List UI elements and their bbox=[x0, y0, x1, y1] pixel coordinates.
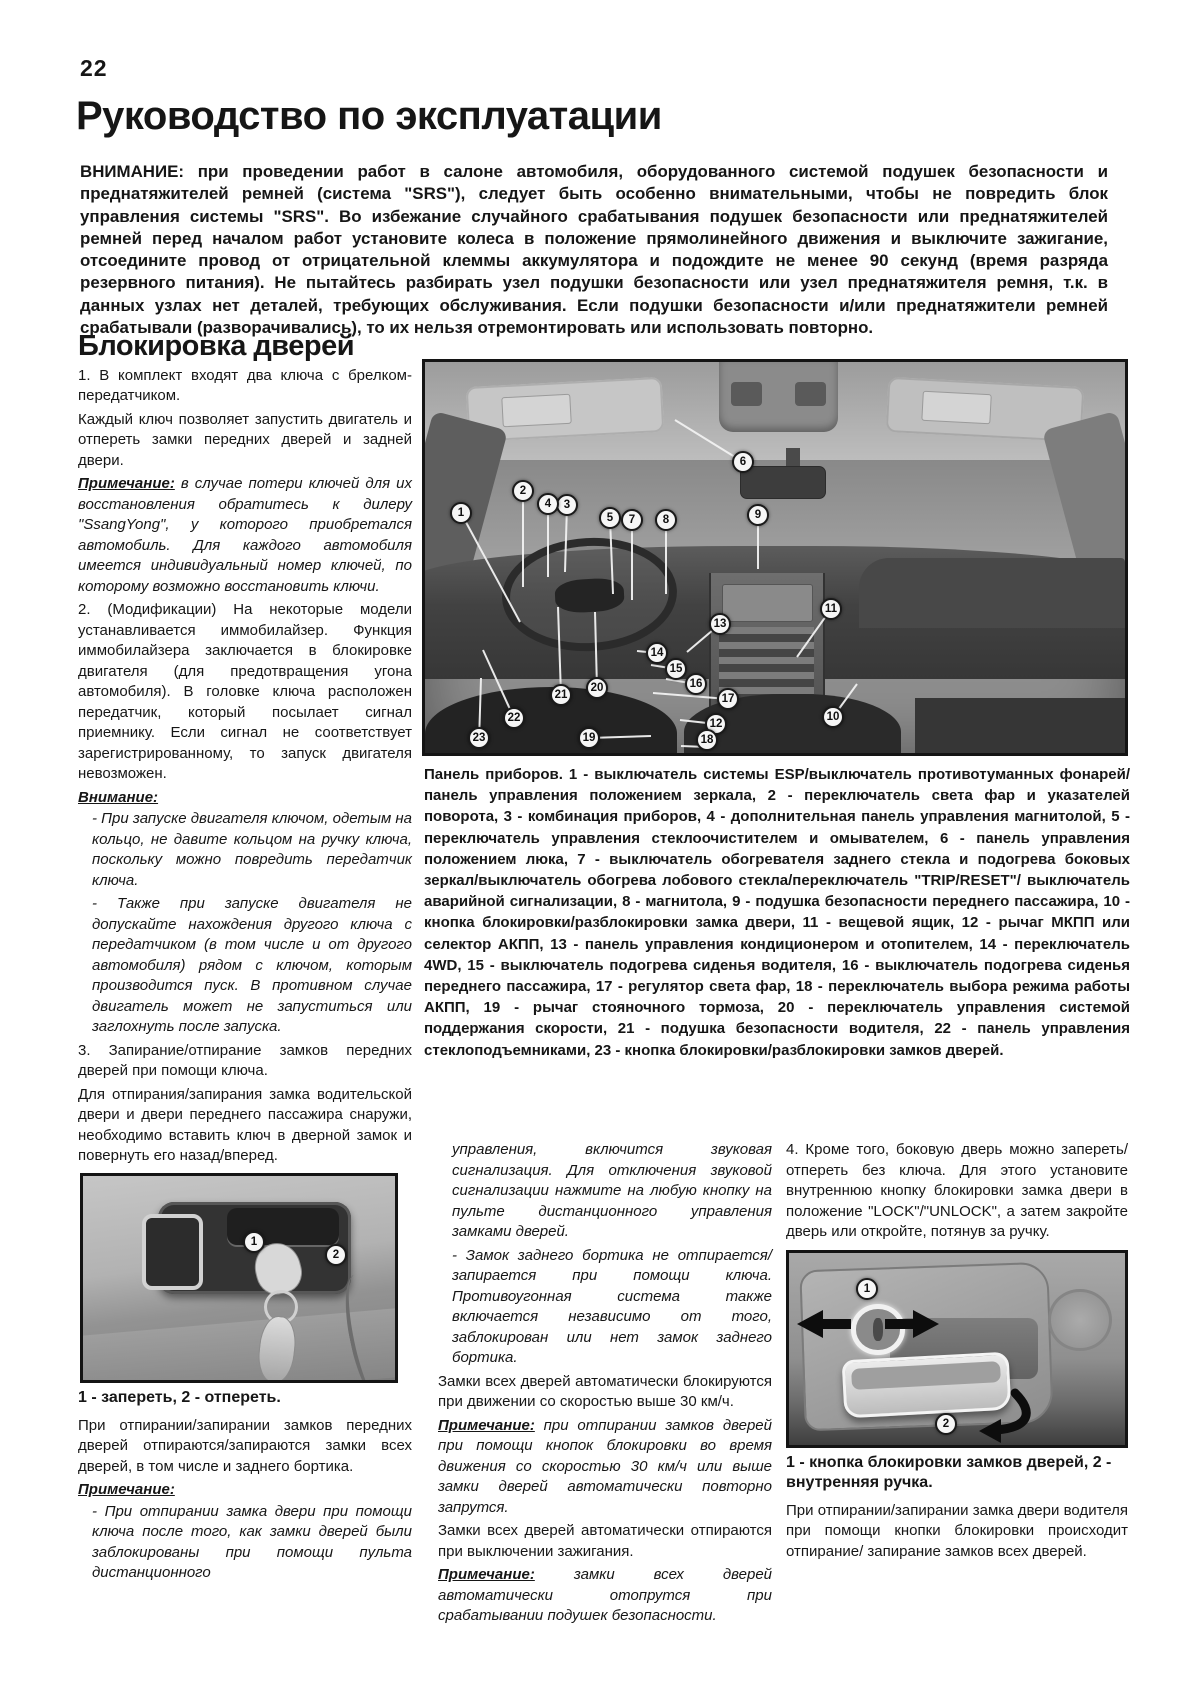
dashboard-callout: 19 bbox=[578, 727, 600, 749]
dashboard-callout: 22 bbox=[503, 707, 525, 729]
page-title: Руководство по эксплуатации bbox=[76, 94, 662, 138]
dashboard-callout: 3 bbox=[556, 494, 578, 516]
paragraph: Для отпирания/запирания замка водительской двери и двери переднего пассажира снаружи, необходимо вставить ключ в дверной замок и повернуть его назад/вперед. bbox=[78, 1085, 412, 1164]
arrow-right-icon bbox=[885, 1310, 939, 1338]
note-continuation: управления, включится звуковая сигнализация. Для отключения звуковой сигнализации нажмите на любую кнопку на пульте дистанционного управления замками дверей. bbox=[452, 1141, 772, 1240]
dashboard-callout: 11 bbox=[820, 598, 842, 620]
dashboard-callout: 13 bbox=[709, 613, 731, 635]
dashboard-callout: 21 bbox=[550, 684, 572, 706]
dashboard-callout: 23 bbox=[468, 727, 490, 749]
dashboard-callout: 1 bbox=[450, 502, 472, 524]
interior-photo-caption: 1 - кнопка блокировки замков дверей, 2 - внутренняя ручка. bbox=[786, 1453, 1112, 1491]
warning-label: Внимание: bbox=[78, 788, 159, 806]
dashboard-callout: 6 bbox=[732, 451, 754, 473]
photo-callout: 1 bbox=[243, 1231, 265, 1253]
paragraph: 1. В комплект входят два ключа с брелком-передатчиком. bbox=[78, 366, 412, 404]
note-label: Примечание: bbox=[78, 475, 175, 492]
right-column bbox=[786, 1140, 1128, 1565]
dashboard-callout: 14 bbox=[646, 642, 668, 664]
callout-leader-lines bbox=[425, 362, 1125, 753]
paragraph: Каждый ключ позволяет запустить двигатель и отпереть замки передних дверей и задней двери. bbox=[78, 410, 412, 469]
dashboard-callout: 16 bbox=[685, 673, 707, 695]
dashboard-callout: 17 bbox=[717, 688, 739, 710]
lock-direction-arrows bbox=[789, 1253, 1125, 1445]
warning-item: - Также при запуске двигателя не допускайте нахождения другого ключа с передатчиком (в том числе и от другого автомобиля) рядом с ключом, которым производится пуск. В противном случае двигатель может не запуститься или заглохнуть после запуска. bbox=[92, 895, 412, 1035]
note-text: замки всех дверей автоматически отопрутся при срабатывании подушек безопасности. bbox=[438, 1566, 772, 1624]
photo-callout: 1 bbox=[856, 1278, 878, 1300]
curved-arrow-head bbox=[979, 1419, 1001, 1443]
door-handle-rim bbox=[142, 1214, 203, 1289]
note bbox=[438, 1565, 772, 1627]
curved-arrow-icon bbox=[997, 1393, 1026, 1430]
paragraph: 4. Кроме того, боковую дверь можно запереть/отпереть без ключа. Для этого установите внутреннюю кнопку блокировки замка двери в положение "LOCK"/"UNLOCK", а затем закройте дверь или откройте, потянув за ручку. bbox=[786, 1141, 1128, 1240]
dashboard-callout: 5 bbox=[599, 507, 621, 529]
middle-column bbox=[438, 1140, 772, 1630]
photo-callout: 2 bbox=[325, 1244, 347, 1266]
paragraph: При отпирании/запирании замков передних дверей отпираются/запираются замки всех дверей, в том числе и заднего бортика. bbox=[78, 1416, 412, 1475]
note-label: Примечание: bbox=[438, 1416, 535, 1434]
note-label: Примечание: bbox=[78, 1481, 175, 1498]
dashboard-callout: 4 bbox=[537, 493, 559, 515]
dashboard-caption: Панель приборов. 1 - выключатель системы ESP/выключатель противотуманных фонарей/панель управления положением зеркала, 2 - переключатель света фар и указателей поворота, 3 - комбинация приборов, 4 - дополнительная панель управления магнитолой, 5 - переключатель управления стеклоочистителем и омывателем, 6 - панель управления положением люка, 7 - выключатель обогревателя заднего стекла и подогрева боковых зеркал/выключатель обогрева лобового стекла/переключатель "TRIP/RESET"/ выключатель аварийной сигнализации, 8 - магнитола, 9 - подушка безопасности переднего пассажира, 10 - кнопка блокировки/разблокировки замка двери, 11 - вещевой ящик, 12 - рычаг МКПП или селектор АКПП, 13 - панель управления кондиционером и отопителем, 14 - переключатель 4WD, 15 - выключатель подогрева сиденья водителя, 16 - выключатель подогрева сиденья переднего пассажира, 17 - регулятор света фар, 18 - переключатель выбора режима работы АКПП, 19 - рычаг стояночного тормоза, 20 - переключатель управления системой поддержания скорости, 21 - подушка безопасности водителя, 22 - панель управления стеклоподъемниками, 23 - кнопка блокировки/разблокировки замков дверей. bbox=[424, 766, 1130, 1059]
dashboard-callout: 12 bbox=[705, 713, 727, 735]
warning-item: - При запуске двигателя ключом, одетым на кольцо, не давите кольцом на ручку ключа, поскольку можно повредить передатчик ключа. bbox=[92, 810, 412, 889]
page-number: 22 bbox=[80, 55, 108, 81]
door-handle-key-photo bbox=[80, 1173, 398, 1383]
arrow-left-icon bbox=[797, 1310, 851, 1338]
door-photo-caption: 1 - запереть, 2 - отпереть. bbox=[78, 1388, 281, 1406]
note-label-paragraph bbox=[78, 1480, 412, 1501]
paragraph: Замки всех дверей автоматически отпираются при выключении зажигания. bbox=[438, 1522, 772, 1560]
paragraph: При отпирании/запирании замка двери водителя при помощи кнопки блокировки происходит отпирание/ запирание замков всех дверей. bbox=[786, 1501, 1128, 1560]
note-item: - При отпирании замка двери при помощи ключа после того, как замки дверей были заблокированы при помощи пульта дистанционного bbox=[92, 1502, 412, 1581]
dashboard-photo bbox=[422, 359, 1128, 756]
srs-warning-paragraph: ВНИМАНИЕ: при проведении работ в салоне автомобиля, оборудованного системой подушек безопасности и преднатяжителей ремней (система "SRS"), следует быть особенно внимательными, чтобы не повредить блок управления системы "SRS". Во избежание случайного срабатывания подушек безопасности или преднатяжителей ремней перед началом работ установите колеса в положение прямолинейного движения и выключите зажигание, отсоедините провод от отрицательной клеммы аккумулятора и подождите не менее 90 секунд (время разряда резервного питания). Не пытайтесь разбирать узел подушки безопасности или узел преднатяжителя ремня, т.к. в данных узлах нет деталей, требующих обслуживания. Если подушки безопасности и/или преднатяжители ремней срабатывали (разворачивались), то их нельзя отремонтировать или использовать повторно. bbox=[80, 162, 1108, 338]
dashboard-callout: 20 bbox=[586, 677, 608, 699]
note-label: Примечание: bbox=[438, 1566, 535, 1583]
paragraph: 2. (Модификации) На некоторые модели устанавливается иммобилайзер. Функция иммобилайзера заключается в блокировке двигателя (для предотвращения угона автомобиля). В головке ключа расположен передатчик, который посылает сигнал приемнику. Если сигнал не соответствует зарегистрированному, то запуск двигателя невозможен. bbox=[78, 601, 412, 782]
dashboard-callout: 10 bbox=[822, 706, 844, 728]
dashboard-callout: 18 bbox=[696, 729, 718, 751]
section-title: Блокировка дверей bbox=[78, 330, 355, 362]
left-column bbox=[78, 330, 412, 1587]
photo-callout: 2 bbox=[935, 1413, 957, 1435]
note-item: - Замок заднего бортика не отпирается/запирается при помощи ключа. Противоугонная система также включается независимо от того, заблокирован или нет замок заднего бортика. bbox=[452, 1246, 772, 1366]
warning-label-paragraph bbox=[78, 788, 412, 809]
note bbox=[78, 474, 412, 597]
note bbox=[438, 1416, 772, 1519]
note-text: при отпирании замков дверей при помощи кнопок блокировки во время движения со скоростью 30 км/ч или выше замки дверей автоматически повторно запрутся. bbox=[438, 1416, 772, 1516]
paragraph: Замки всех дверей автоматически блокируются при движении со скоростью выше 30 км/ч. bbox=[438, 1372, 772, 1410]
dashboard-callout: 15 bbox=[665, 658, 687, 680]
dashboard-callout: 9 bbox=[747, 504, 769, 526]
dashboard-callout: 8 bbox=[655, 509, 677, 531]
paragraph: 3. Запирание/отпирание замков передних дверей при помощи ключа. bbox=[78, 1041, 412, 1079]
note-text: в случае потери ключей для их восстановления обратитесь к дилеру "SsangYong", у которого приобретался автомобиль. Для каждого автомобиля имеется индивидуальный номер ключей, по которому возможно восстановить ключи. bbox=[78, 475, 412, 595]
dashboard-callout: 2 bbox=[512, 480, 534, 502]
dashboard-callout: 7 bbox=[621, 509, 643, 531]
interior-door-handle-photo bbox=[786, 1250, 1128, 1448]
